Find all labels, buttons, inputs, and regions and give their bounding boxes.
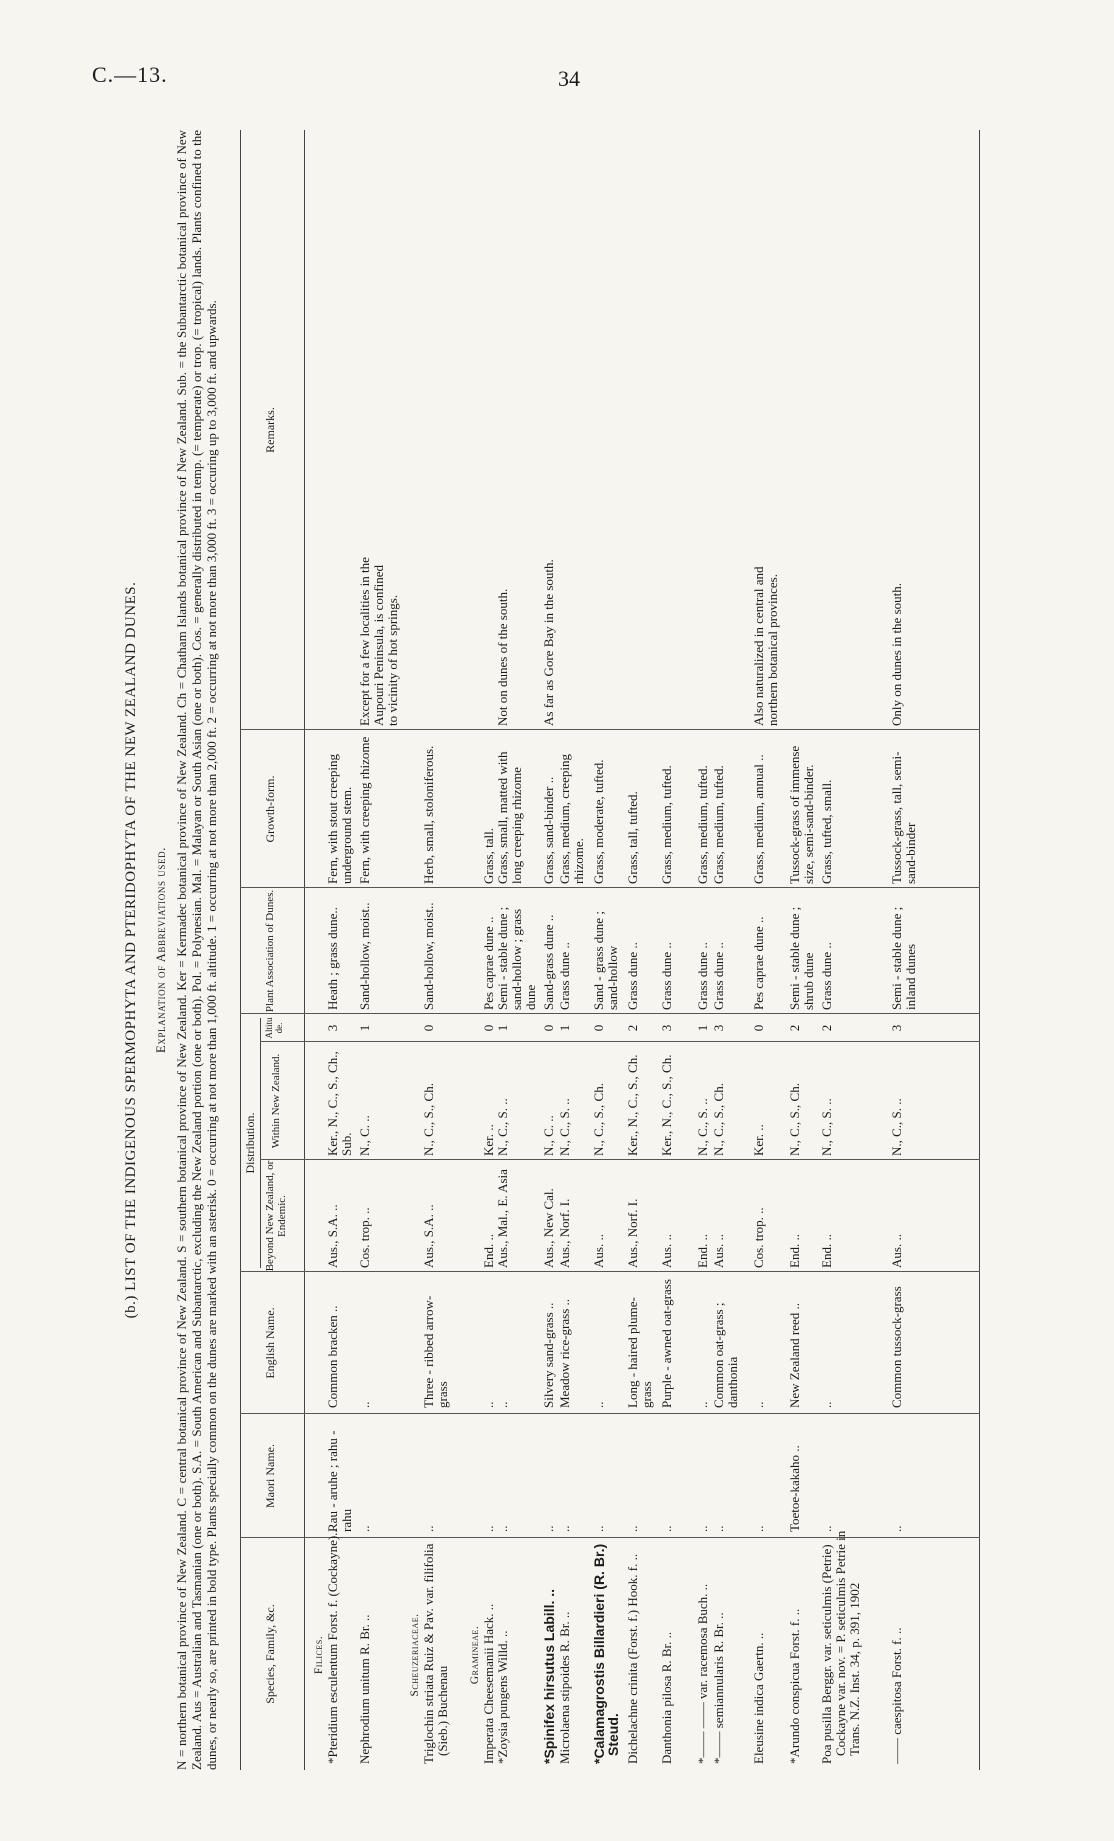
page-code: C.—13. [92, 62, 168, 87]
species-name: Danthonia pilosa R. Br. .. [659, 1631, 674, 1764]
plant-association: Grass dune .. [695, 942, 710, 1010]
beyond-nz: Cos. trop. .. [751, 1207, 766, 1268]
col-rule [260, 1159, 980, 1160]
family-heading-scheuzeriaceae: Scheuzeriaceae. [409, 1613, 421, 1697]
english-name: Long - haired plume-grass [625, 1297, 654, 1408]
species-name: *Zoysia pungens Willd. .. [495, 1630, 510, 1764]
english-name: .. [591, 1401, 606, 1408]
plant-association: Semi - stable dune ; sand-hollow ; grass dune [495, 906, 538, 1010]
maori-name: .. [625, 1525, 640, 1532]
maori-name: .. [541, 1525, 556, 1532]
header-maori: Maori Name. [263, 1444, 277, 1508]
growth-form: Grass, moderate, tufted. [591, 759, 606, 884]
english-name: .. [495, 1401, 510, 1408]
growth-form: Grass, medium, tufted. [711, 765, 726, 884]
abbreviations-heading: Explanation of Abbreviations used. [154, 847, 168, 1053]
maori-name: .. [357, 1525, 372, 1532]
maori-name: Toetoe-kakaho .. [787, 1445, 802, 1532]
rotated-table-page [120, 120, 1000, 1780]
header-altitude: Altitude. [264, 1017, 284, 1039]
beyond-nz: Aus. .. [591, 1234, 606, 1268]
beyond-nz: Aus. .. [711, 1234, 726, 1268]
growth-form: Tussock-grass, tall, semi-sand-binder [889, 751, 918, 884]
header-species: Species, Family, &c. [263, 1604, 277, 1704]
within-nz: Ker., N., C., S., Ch., Sub. [325, 1051, 354, 1156]
species-name: Poa pusilla Berggr. var. seticulmis (Petrie) Cockayne var. nov. = P. seticulmis Petrie in Trans. N.Z. Inst. 34, p. 391, 1902 [819, 1530, 862, 1764]
header-within: Within New Zealand. [270, 1053, 282, 1149]
beyond-nz: Aus., Norf. I. [625, 1198, 640, 1268]
family-heading-filices: Filices. [313, 1635, 325, 1675]
altitude: 0 [591, 1024, 606, 1032]
altitude: 0 [421, 1024, 436, 1032]
header-bottom-rule [304, 130, 305, 1770]
growth-form: Grass, medium, creeping rhizome. [557, 754, 586, 884]
header-growth: Growth-form. [263, 775, 277, 843]
altitude: 0 [541, 1024, 556, 1032]
growth-form: Grass, medium, annual .. [751, 754, 766, 884]
species-name: Eleusine indica Gaertn. .. [751, 1632, 766, 1764]
species-name: *Pteridium esculentum Forst. f. (Cockayne).. [325, 1529, 340, 1764]
english-name: Purple - awned oat-grass [659, 1279, 674, 1408]
growth-form: Grass, sand-binder .. [541, 776, 556, 884]
maori-name: .. [591, 1525, 606, 1532]
english-name: .. [695, 1401, 710, 1408]
beyond-nz: Aus., New Cal. [541, 1188, 556, 1268]
remarks: Not on dunes of the south. [495, 588, 510, 726]
species-name: *Arundo conspicua Forst. f. .. [787, 1608, 802, 1764]
altitude: 0 [751, 1024, 766, 1032]
header-remarks: Remarks. [263, 407, 277, 453]
growth-form: Grass, medium, tufted. [695, 765, 710, 884]
plant-association: Semi - stable dune ; inland dunes [889, 906, 918, 1010]
within-nz: N., C., S. .. [819, 1098, 834, 1156]
growth-form: Herb, small, stoloniferous. [421, 745, 436, 884]
plant-association: Grass dune .. [819, 942, 834, 1010]
english-name: New Zealand reed .. [787, 1302, 802, 1408]
within-nz: N., C. .. [357, 1115, 372, 1156]
plant-association: Grass dune .. [625, 942, 640, 1010]
beyond-nz: Aus., S.A. .. [325, 1204, 340, 1268]
maori-name: .. [557, 1525, 572, 1532]
altitude: 1 [695, 1024, 710, 1032]
english-name: Common oat-grass ; danthonia [711, 1302, 740, 1408]
plant-association: Sand - grass dune ; sand-hollow [591, 911, 620, 1010]
altitude: 1 [557, 1024, 572, 1032]
beyond-nz: End. .. [481, 1234, 496, 1268]
within-nz: Ker. .. [481, 1124, 496, 1156]
species-name: Imperata Cheesemanii Hack. .. [481, 1603, 496, 1764]
altitude: 3 [659, 1024, 674, 1032]
plant-association: Grass dune .. [557, 942, 572, 1010]
beyond-nz: Aus., S.A. .. [421, 1204, 436, 1268]
growth-form: Grass, tall. [481, 828, 496, 884]
species-name: Triglochin striata Ruiz & Pav. var. filifolia (Sieb.) Buchenau [421, 1543, 450, 1764]
altitude: 0 [481, 1024, 496, 1032]
col-rule [240, 1271, 980, 1272]
english-name: Three - ribbed arrow-grass [421, 1295, 450, 1408]
within-nz: N., C., S., Ch. [787, 1083, 802, 1156]
species-name: *—— semiannularis R. Br. .. [711, 1612, 726, 1764]
beyond-nz: Aus. .. [659, 1234, 674, 1268]
within-nz: N., C., S., Ch. [711, 1083, 726, 1156]
beyond-nz: End. .. [695, 1234, 710, 1268]
english-name: Common tussock-grass [889, 1286, 904, 1408]
beyond-nz: End. .. [787, 1234, 802, 1268]
plant-association: Grass dune .. [659, 942, 674, 1010]
header-distribution: Distribution. [243, 1112, 257, 1174]
within-nz: N., C., S. .. [695, 1098, 710, 1156]
maori-name: .. [711, 1525, 726, 1532]
growth-form: Fern, with stout creeping underground stem. [325, 754, 354, 884]
species-name: Dichelachne crinita (Forst. f.) Hook. f. .. [625, 1553, 640, 1764]
altitude: 3 [325, 1024, 340, 1032]
header-english: English Name. [263, 1307, 277, 1379]
col-rule [260, 1041, 980, 1042]
within-nz: Ker., N., C., S., Ch. [659, 1054, 674, 1156]
growth-form: Grass, tufted, small. [819, 779, 834, 884]
table-title: (b.) LIST OF THE INDIGENOUS SPERMOPHYTA AND PTERIDOPHYTA OF THE NEW ZEALAND DUNES. [123, 581, 139, 1319]
english-name: Silvery sand-grass .. [541, 1302, 556, 1408]
plant-association: Grass dune .. [711, 942, 726, 1010]
growth-form: Grass, small, matted with long creeping rhizome [495, 751, 524, 884]
maori-name: .. [481, 1525, 496, 1532]
english-name: .. [357, 1401, 372, 1408]
col-rule [240, 1413, 980, 1414]
maori-name: .. [421, 1525, 436, 1532]
species-table [240, 130, 980, 1770]
growth-form: Tussock-grass of immense size, semi-sand-binder. [787, 745, 816, 884]
header-beyond: Beyond New Zealand, or Endemic. [264, 1160, 288, 1272]
english-name: Common bracken .. [325, 1305, 340, 1408]
within-nz: Ker., N., C., S., Ch. [625, 1054, 640, 1156]
english-name: .. [819, 1401, 834, 1408]
within-nz: N., C., S. .. [495, 1098, 510, 1156]
plant-association: Sand-grass dune .. [541, 914, 556, 1010]
plant-association: Heath ; grass dune.. [325, 907, 340, 1010]
english-name: Meadow rice-grass .. [557, 1298, 572, 1408]
altitude: 2 [625, 1024, 640, 1032]
english-name: .. [481, 1401, 496, 1408]
plant-association: Pes caprae dune .. [751, 916, 766, 1010]
remarks: As far as Gore Bay in the south. [541, 559, 556, 726]
beyond-nz: Aus., Norf. I. [557, 1198, 572, 1268]
col-rule [240, 887, 980, 888]
col-rule [240, 1013, 980, 1014]
within-nz: N., C. .. [541, 1115, 556, 1156]
altitude: 3 [711, 1024, 726, 1032]
beyond-nz: Cos. trop. .. [357, 1207, 372, 1268]
plant-association: Sand-hollow, moist.. [421, 902, 436, 1010]
abbreviations-explanation: N = northern botanical province of New Zealand. C = central botanical province of New Zealand. S = southern botanical province of New Zealand. Ker = Kermadec botanical province of New Zealand. Ch = Chatham Islands botanical province of New Zealand. Sub. = the Subantarctic botanical province of New Zealand. Aus = Australian and Tasmanian (one or both). S.A. = South American and Subantarctic, excluding the New Zealand portion (one or both). Pol. = Polynesian. Mal. = Malayan or South Asian (one or both). Cos. = generally distributed in temp. (= temperate) or trop. (= tropical) lands. Plants confined to the dunes, or nearly so, are printed in bold type. Plants specially common on the dunes are marked with an asterisk. 0 = occurring at not more than 1,000 ft. altitude. 1 = occurring at not more than 2,000 ft. 2 = occurring at not more than 3,000 ft. 3 = occuring up to 3,000 ft. and upwards. [174, 130, 219, 1770]
within-nz: N., C., S. .. [889, 1098, 904, 1156]
species-name: —— caespitosa Forst. f. .. [889, 1627, 904, 1764]
col-rule [240, 729, 980, 730]
species-name: *—— —— var. racemosa Buch. .. [695, 1583, 710, 1764]
distribution-rule [260, 1018, 261, 1268]
remarks: Except for a few localities in the Aupouri Peninsula, is confined to vicinity of hot springs. [357, 557, 400, 726]
maori-name: .. [819, 1525, 834, 1532]
plant-association: Semi - stable dune ; shrub dune [787, 906, 816, 1010]
beyond-nz: Aus., Mal., E. Asia [495, 1169, 510, 1268]
within-nz: N., C., S., Ch. [591, 1083, 606, 1156]
page-number: 34 [558, 66, 580, 91]
growth-form: Fern, with creeping rhizome [357, 736, 372, 884]
species-name: *Calamagrostis Billardieri (R. Br.) Steud. [591, 1543, 621, 1764]
species-name: *Spinifex hirsutus Labill. .. [541, 1588, 557, 1764]
remarks: Only on dunes in the south. [889, 583, 904, 726]
remarks: Also naturalized in central and northern botanical provinces. [751, 566, 780, 726]
maori-name: .. [751, 1525, 766, 1532]
maori-name: Rau - aruhe ; rahu - rahu [325, 1430, 354, 1532]
species-name: Microlaena stipoides R. Br. .. [557, 1611, 572, 1764]
family-heading-gramineae: Gramineae. [469, 1625, 481, 1685]
maori-name: .. [659, 1525, 674, 1532]
altitude: 1 [495, 1024, 510, 1032]
beyond-nz: Aus. .. [889, 1234, 904, 1268]
altitude: 2 [787, 1024, 802, 1032]
growth-form: Grass, tall, tufted. [625, 791, 640, 884]
header-association: Plant Association of Dunes. [264, 889, 276, 1013]
english-name: .. [751, 1401, 766, 1408]
altitude: 2 [819, 1024, 834, 1032]
beyond-nz: End. .. [819, 1234, 834, 1268]
plant-association: Pes caprae dune .. [481, 916, 496, 1010]
altitude: 1 [357, 1024, 372, 1032]
species-name: Nephrodium unitum R. Br. .. [357, 1614, 372, 1764]
within-nz: Ker. .. [751, 1124, 766, 1156]
growth-form: Grass, medium, tufted. [659, 765, 674, 884]
maori-name: .. [695, 1525, 710, 1532]
plant-association: Sand-hollow, moist.. [357, 902, 372, 1010]
table-top-rule [240, 130, 241, 1770]
maori-name: .. [495, 1525, 510, 1532]
maori-name: .. [889, 1525, 904, 1532]
table-bottom-rule [979, 130, 980, 1770]
within-nz: N., C., S., Ch. [421, 1083, 436, 1156]
within-nz: N., C., S. .. [557, 1098, 572, 1156]
altitude: 3 [889, 1024, 904, 1032]
